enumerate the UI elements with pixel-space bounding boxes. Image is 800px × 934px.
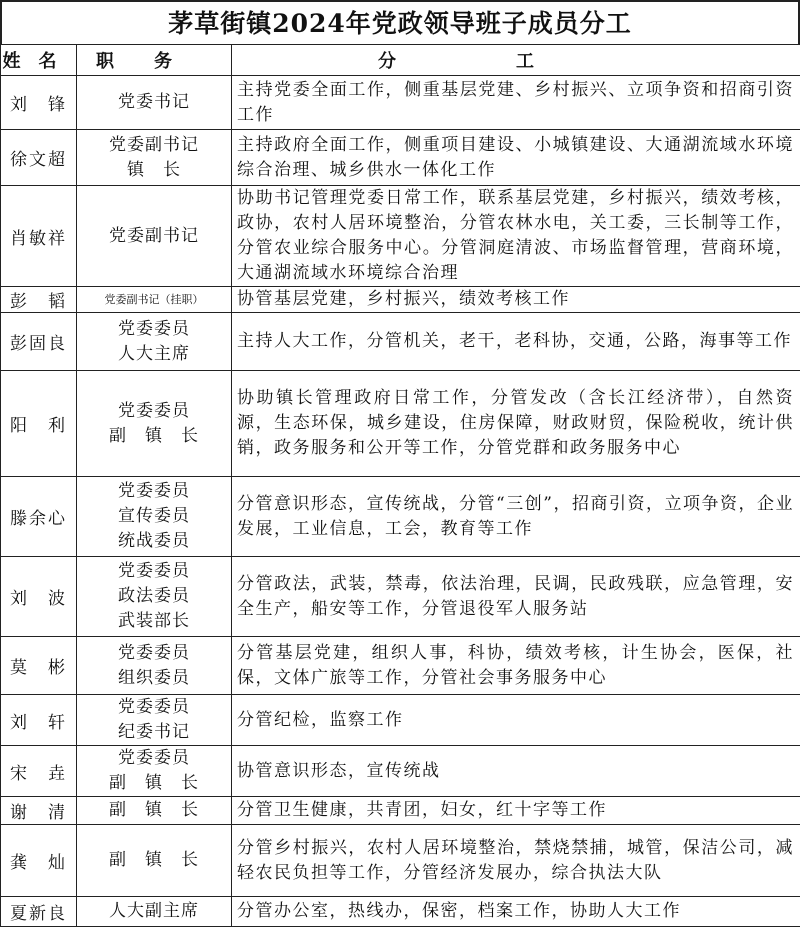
post-line: 副 镇 长: [109, 773, 199, 793]
member-name: 宋 垚: [1, 746, 77, 797]
post-line: 党委副书记（挂职）: [104, 293, 204, 306]
member-duty: 分管政法，武装，禁毒，依法治理，民调，民政残联，应急管理，安全生产，船安等工作，分管退役军人服务站: [232, 557, 800, 637]
member-post: [77, 637, 232, 695]
table-row: [1, 825, 800, 897]
member-post: [77, 287, 232, 313]
post-line: 统战委员: [118, 531, 190, 551]
member-post: [77, 557, 232, 637]
member-post: [77, 825, 232, 897]
member-post: [77, 797, 232, 825]
post-line: 党委副书记: [109, 134, 199, 155]
member-post: [77, 746, 232, 797]
post-line: 镇 长: [127, 159, 181, 180]
table-body: [1, 76, 800, 927]
table-row: [1, 897, 800, 927]
member-post: [77, 477, 232, 557]
member-duty: 分管乡村振兴，农村人居环境整治，禁烧禁捕，城管，保洁公司，减轻农民负担等工作，分管经济发展办，综合执法大队: [232, 825, 800, 897]
member-duty: 主持人大工作，分管机关，老干，老科协，交通，公路，海事等工作: [232, 313, 800, 371]
post-line: 党委副书记: [109, 225, 199, 246]
member-duty: 协助镇长管理政府日常工作，分管发改（含长江经济带），自然资源，生态环保，城乡建设，住房保障，财政财贸，保险税收，统计供销，政务服务和公开等工作，分管党群和政务服务中心: [232, 371, 800, 477]
post-line: 副 镇 长: [109, 850, 199, 870]
member-duty: 主持党委全面工作，侧重基层党建、乡村振兴、立项争资和招商引资工作: [232, 76, 800, 130]
post-line: 党委委员: [118, 697, 190, 717]
post-line: 副 镇 长: [109, 425, 199, 446]
member-name: 刘 轩: [1, 695, 77, 746]
member-name: 龚 灿: [1, 825, 77, 897]
member-name: 滕余心: [1, 477, 77, 557]
table-header-row: [1, 45, 800, 76]
post-line: 人大主席: [118, 343, 190, 364]
post-line: 武装部长: [118, 611, 190, 631]
table-row: [1, 76, 800, 130]
member-name: 肖敏祥: [1, 186, 77, 287]
post-line: 组织委员: [118, 667, 190, 688]
member-name: 刘 锋: [1, 76, 77, 130]
post-line: 党委委员: [118, 400, 190, 421]
member-duty: 协管基层党建，乡村振兴，绩效考核工作: [232, 287, 800, 313]
header-duty: 分工: [232, 45, 800, 76]
member-name: 谢 清: [1, 797, 77, 825]
header-post: 职务: [77, 45, 232, 76]
member-name: 阳 利: [1, 371, 77, 477]
member-duty: 分管意识形态，宣传统战，分管“三创”，招商引资，立项争资，企业发展，工业信息，工会，教育等工作: [232, 477, 800, 557]
member-post: [77, 186, 232, 287]
table-row: [1, 371, 800, 477]
table-row: [1, 637, 800, 695]
table-row: [1, 313, 800, 371]
member-name: 莫 彬: [1, 637, 77, 695]
member-duty: 主持政府全面工作，侧重项目建设、小城镇建设、大通湖流域水环境综合治理、城乡供水一体化工作: [232, 130, 800, 186]
member-duty: 分管卫生健康，共青团，妇女，红十字等工作: [232, 797, 800, 825]
member-duty: 分管纪检，监察工作: [232, 695, 800, 746]
member-post: [77, 371, 232, 477]
member-name: 彭固良: [1, 313, 77, 371]
duty-table: [0, 44, 800, 927]
post-line: 党委书记: [118, 92, 190, 112]
post-line: 人大副主席: [109, 901, 199, 921]
member-duty: 协管意识形态，宣传统战: [232, 746, 800, 797]
post-line: 党委委员: [118, 561, 190, 581]
table-row: [1, 186, 800, 287]
member-post: [77, 695, 232, 746]
table-row: [1, 695, 800, 746]
member-duty: 分管基层党建，组织人事，科协，绩效考核，计生协会，医保，社保，文体广旅等工作，分管社会事务服务中心: [232, 637, 800, 695]
header-name: 姓名: [1, 45, 77, 76]
post-line: 党委委员: [118, 481, 190, 501]
post-line: 纪委书记: [118, 722, 190, 742]
member-name: 徐文超: [1, 130, 77, 186]
member-post: [77, 76, 232, 130]
document-title: 茅草街镇2024年党政领导班子成员分工: [0, 0, 800, 44]
post-line: 宣传委员: [118, 506, 190, 526]
member-post: [77, 897, 232, 927]
member-name: 刘 波: [1, 557, 77, 637]
member-duty: 分管办公室，热线办，保密，档案工作，协助人大工作: [232, 897, 800, 927]
post-line: 政法委员: [118, 586, 190, 606]
table-row: [1, 130, 800, 186]
post-line: 副 镇 长: [109, 800, 199, 820]
post-line: 党委委员: [118, 318, 190, 339]
post-line: 党委委员: [118, 748, 190, 768]
table-row: [1, 287, 800, 313]
member-duty: 协助书记管理党委日常工作，联系基层党建，乡村振兴，绩效考核，政协，农村人居环境整治，分管农林水电，关工委，三长制等工作，分管农业综合服务中心。分管洞庭清波、市场监督管理，营商环境，大通湖流域水环境综合治理: [232, 186, 800, 287]
member-name: 彭 韬: [1, 287, 77, 313]
table-row: [1, 557, 800, 637]
member-post: [77, 130, 232, 186]
post-line: 党委委员: [118, 642, 190, 663]
member-name: 夏新良: [1, 897, 77, 927]
table-row: [1, 746, 800, 797]
table-row: [1, 797, 800, 825]
member-post: [77, 313, 232, 371]
table-row: [1, 477, 800, 557]
